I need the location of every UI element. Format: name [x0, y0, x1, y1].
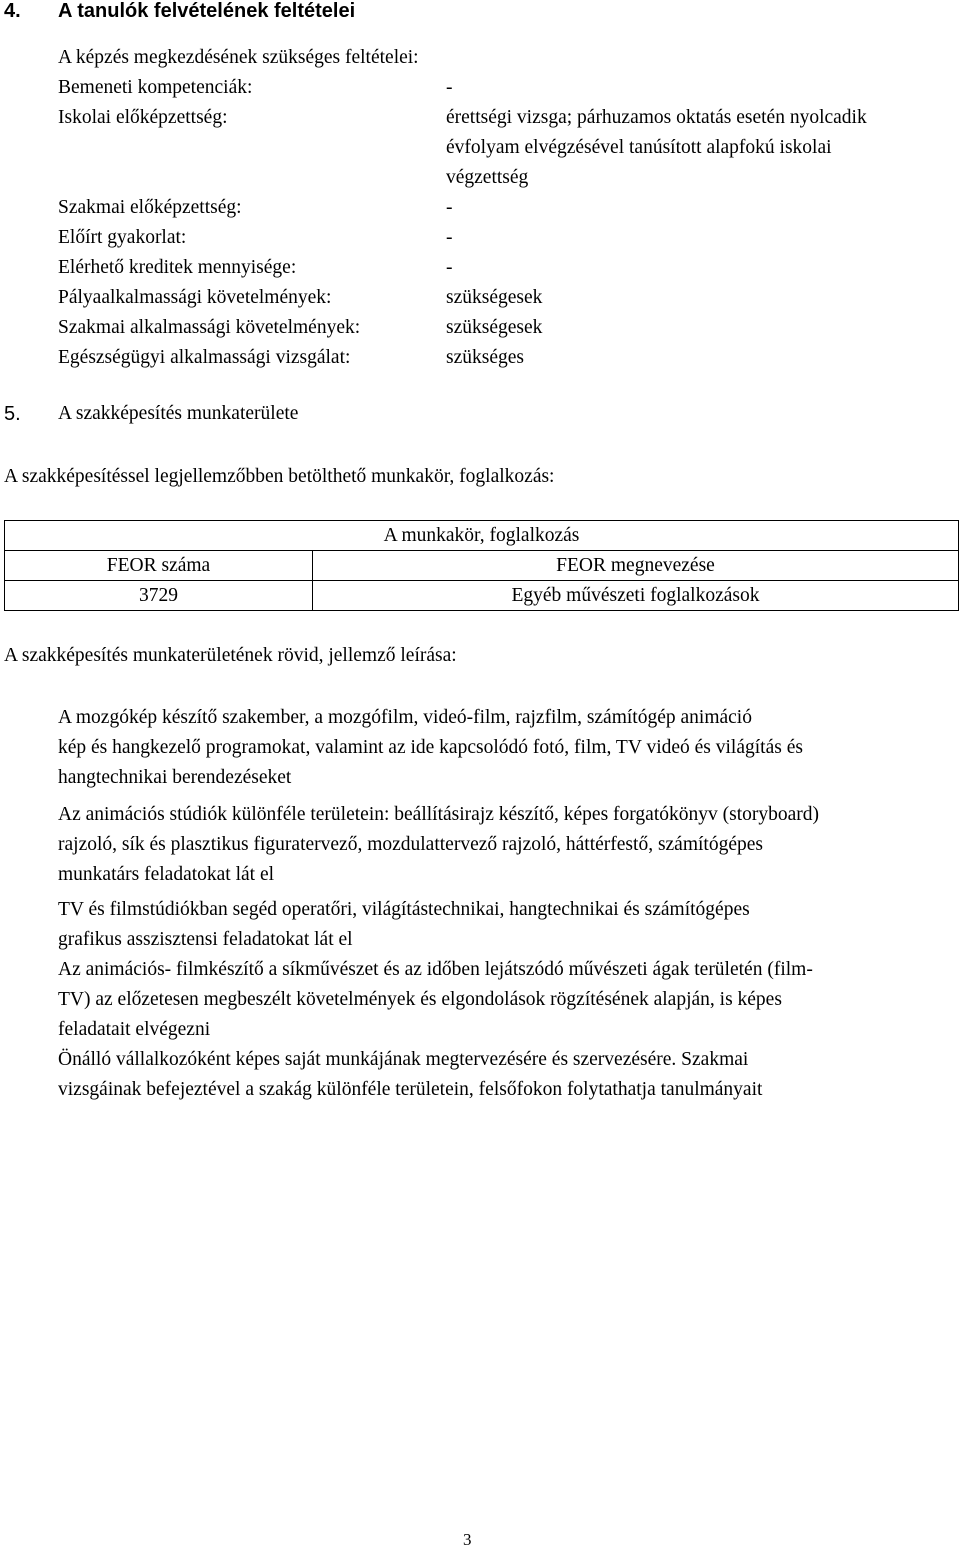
table-cell-feor-number: 3729 [5, 581, 313, 611]
paragraph-4-line-2: TV) az előzetesen megbeszélt követelmények és elgondolások rögzítésének alapján, is képes [58, 989, 782, 1010]
paragraph-1-line-1: A mozgókép készítő szakember, a mozgófilm, videó-film, rajzfilm, számítógép animáció [58, 707, 752, 728]
paragraph-4-line-3: feladatait elvégezni [58, 1019, 211, 1040]
table-header-feor-number: FEOR száma [5, 551, 313, 581]
req-label-required-practice: Előírt gyakorlat: [58, 227, 187, 248]
section-4-title: A tanulók felvételének feltételei [58, 0, 356, 22]
req-value-school-education-line-3: végzettség [446, 167, 529, 188]
req-value-school-education-line-1: érettségi vizsga; párhuzamos oktatás esetén nyolcadik [446, 107, 867, 128]
req-label-input-competencies: Bemeneti kompetenciák: [58, 77, 253, 98]
section-4-number: 4. [4, 0, 21, 22]
paragraph-4-line-1: Az animációs- filmkészítő a síkművészet és az időben lejátszódó művészeti ágak területén (film- [58, 959, 813, 980]
paragraph-5-line-2: vizsgáinak befejeztével a szakág különféle területein, felsőfokon folytathatja tanulmányait [58, 1079, 763, 1100]
description-heading: A szakképesítés munkaterületének rövid, jellemző leírása: [4, 645, 457, 666]
table-caption-row [5, 521, 959, 551]
section-5-title: A szakképesítés munkaterülete [58, 403, 299, 424]
paragraph-1-line-2: kép és hangkezelő programokat, valamint az ide kapcsolódó fotó, film, TV videó és világítás és [58, 737, 803, 758]
req-label-health-exam: Egészségügyi alkalmassági vizsgálat: [58, 347, 351, 368]
req-value-credits: - [446, 257, 453, 278]
table-header-row [5, 551, 959, 581]
table-header-feor-name: FEOR megnevezése [313, 551, 959, 581]
paragraph-2-line-3: munkatárs feladatokat lát el [58, 864, 275, 885]
paragraph-5-line-1: Önálló vállalkozóként képes saját munkájának megtervezésére és szervezésére. Szakmai [58, 1049, 749, 1070]
req-value-health-exam: szükséges [446, 347, 524, 368]
req-value-career-aptitude: szükségesek [446, 287, 543, 308]
paragraph-3-line-1: TV és filmstúdiókban segéd operatőri, világítástechnikai, hangtechnikai és számítógépes [58, 899, 750, 920]
table-caption: A munkakör, foglalkozás [5, 521, 959, 551]
table-cell-feor-name: Egyéb művészeti foglalkozások [313, 581, 959, 611]
paragraph-2-line-2: rajzoló, sík és plasztikus figuratervező, mozdulattervező rajzoló, háttérfestő, számítógépes [58, 834, 763, 855]
section-4-intro: A képzés megkezdésének szükséges feltételei: [58, 47, 419, 68]
req-value-input-competencies: - [446, 77, 453, 98]
req-value-professional-education: - [446, 197, 453, 218]
paragraph-2-line-1: Az animációs stúdiók különféle területein: beállításirajz készítő, képes forgatókönyv (storyboard) [58, 804, 819, 825]
req-label-school-education: Iskolai előképzettség: [58, 107, 228, 128]
paragraph-1-line-3: hangtechnikai berendezéseket [58, 767, 292, 788]
req-label-career-aptitude: Pályaalkalmassági követelmények: [58, 287, 332, 308]
feor-table [4, 520, 959, 611]
req-value-professional-aptitude: szükségesek [446, 317, 543, 338]
section-5-number: 5. [4, 403, 21, 425]
page-number: 3 [463, 1530, 472, 1549]
section-5-subheading: A szakképesítéssel legjellemzőbben betölthető munkakör, foglalkozás: [4, 466, 555, 487]
table-row [5, 581, 959, 611]
req-label-credits: Elérhető kreditek mennyisége: [58, 257, 297, 278]
req-value-required-practice: - [446, 227, 453, 248]
req-value-school-education-line-2: évfolyam elvégzésével tanúsított alapfokú iskolai [446, 137, 832, 158]
req-label-professional-aptitude: Szakmai alkalmassági követelmények: [58, 317, 361, 338]
req-label-professional-education: Szakmai előképzettség: [58, 197, 242, 218]
paragraph-3-line-2: grafikus asszisztensi feladatokat lát el [58, 929, 353, 950]
